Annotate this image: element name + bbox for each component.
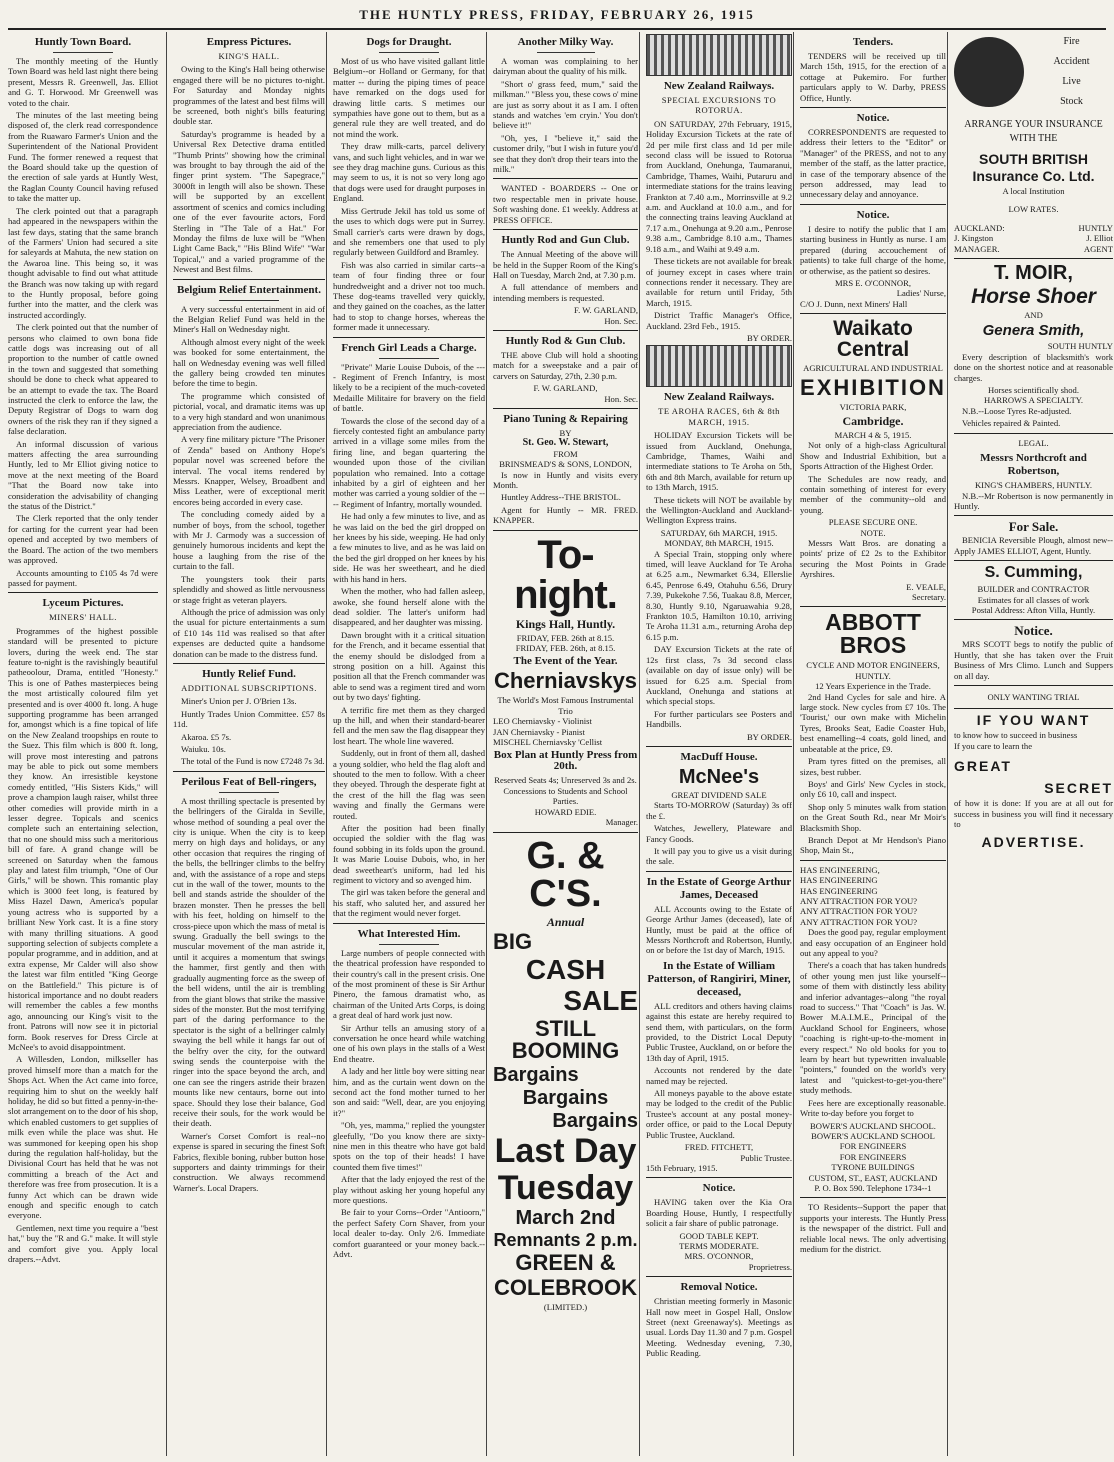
notice-paragraph: District Traffic Manager's Office, Auckland. 23rd Feb., 1915. [646,310,792,331]
article-paragraph: When the mother, who had fallen asleep, awoke, she found herself alone with the dead soldier. The latter's uniform had disappeared, and her daughter was missing. [333,586,485,628]
headline-notice: Notice. [702,1182,736,1195]
divider [53,52,113,53]
signature: F. W. GARLAND, [533,383,598,394]
builder-line: BUILDER and CONTRACTOR [977,584,1090,595]
school-name: BOWER'S AUCKLAND SHCOOL. [810,1120,936,1131]
list-item: Huntly Trades Union Committee. £57 8s 11d. [173,708,325,730]
advertise-label: ADVERTISE. [981,834,1086,851]
engineering-line: HAS ENGINEERING [800,885,878,896]
article-paragraph: The minutes of the last meeting being disposed of, the clerk read correspondence from the Ruawaro Farmer's Union and the Superintendent of the National Provident Fund. The former renewed a request that the Board should take up the question of the erection of sale yards at Huntly West, the Raglan County Council having refused to take the matter up. [8,110,158,204]
article-paragraph: A terrific fire met them as they charged up the hill, and when their standard-bearer fell and the men saw the flag disappear they lost heart. The whole line wavered. [333,704,485,746]
section-separator [646,871,792,872]
article-paragraph: He had only a few minutes to live, and as he was laid on the bed the girl dropped on her knees by his side, weeping. He had only a few minutes to live, and as he was laid on the bed the girl dropped on her knees by his side. He was her sweetheart, and he died with his hand in hers. [333,511,485,584]
notice-paragraph: Watches, Jewellery, Plateware and Fancy Goods. [646,823,792,844]
section-separator [333,923,485,924]
notice-paragraph: Accounts not rendered by the date named may be rejected. [646,1065,792,1086]
headline-bellringers: Perilous Feat of Bell-ringers, [181,775,317,788]
divider [379,944,440,945]
engineering-line: ANY ATTRACTION FOR YOU? [800,906,918,917]
colebrook-label: COLEBROOK [494,1274,637,1300]
signature-title: Hon. Sec. [604,393,638,404]
secret-label: SECRET [1044,780,1113,797]
notice-paragraph: Every description of blacksmith's work done on the shortest notice and at reasonable charges. [954,351,1113,383]
section-separator [800,204,946,205]
advert-paragraph: Warner's Corset Comfort is real--no expense is spared in securing the finest Soft Fabrics, flexible boning, rubber button hose supporters and dainty trimmings for their construction. We always recommend Warner's. Local Drapers. [173,1130,325,1193]
headline-rod-gun-club: Huntly Rod and Gun Club. [501,234,630,247]
cash-label: CASH [525,953,606,985]
article-paragraph: The youngsters took their parts splendidly and showed as little nervousness or stage fright as veteran players. [173,573,325,605]
section-separator [954,560,1113,561]
annual-label: Annual [546,914,585,929]
notice-paragraph: TO Residents--Support the paper that supports your interests. The Huntly Press is the newspaper of the district. Full and reliable local news. The only advertising medium for the district. [800,1202,946,1254]
article-paragraph: A Willesden, London, milkseller has proved himself more than a match for the Shops Act. When the Act came into force, requiring him to shut on the weekly half holiday, he did so but fitted a penny-in-the-slot arrangement on to the door of his shop, which enabled customers to get supplies of milk even while the place was shut. He was summoned for keeping open his shop during the regulation half-holiday, but the Divisional Court has held that he was not committing a breach of the Act and therefore was free from prosecution. It is a funny Act which can be drawn wide enough and specific enough to catch everyone. [8,1054,158,1221]
engineering-line: ANY ATTRACTION FOR YOU? [800,895,918,906]
tuesday: Tuesday [497,1168,634,1207]
article-paragraph: Owing to the King's Hall being otherwise engaged there will be no pictures to-night. For Saturday and Monday nights programmes of the latest and best films will be screened, both night's bills featuring double star. [173,64,325,127]
date-line: SATURDAY, 6th MARCH, 1915. [660,527,778,538]
performer: MISCHEL Cherniavsky 'Cellist [493,737,603,748]
notice-paragraph: Vehicles repaired & Painted. [962,418,1061,429]
section-separator [954,685,1113,686]
article-paragraph: "Private" Marie Louise Dubois, of the ---- Regiment of French Infantry, is most likely to be a recipient of the much-coveted Medaille Militaire for bravery on the field of battle. [333,361,485,414]
notice-paragraph: Pram tyres fitted on the premises, all sizes, best rubber. [800,756,946,777]
notice-paragraph: For further particulars see Posters and Handbills. [646,708,792,730]
section-separator [493,330,638,331]
headline-interested: What Interested Him. [357,927,461,940]
article-paragraph: Programmes of the highest possible standard will be presented to picture lovers, during the week end. The star feature to-night is the ravishingly beautiful patheoolour, Drama, entitled "Honesty." This is one of Pathes masterpieces being the most artistically coloured film yet presented and is over 4000 ft. long. A huge supporting programme has been arranged for, amongst which is a fine topical of life on the New Zealand troopships en route to the Suez. This film which is 800 ft. long, will prove most interesting and patrons may be able to pick out some members they know. An irresistible keystone comedy entitled, "His Sisters Kids," will prove a champion laugh raiser, whilst three other comedies will provide mirth in a lesser degree. Topicals and scenics complete such an entertaining selection, that no one should miss such a meritorious bill of fare. A grand change will be screened on Saturday when the famous play and latest film triumph, "One of Our Girls," will be shown. This romantic play which is 3000 feet long, is featured by Miss Hazel Dawn, America's popular young actress who is supported by a brilliant New York cast. It is a fine story with many thrilling situations. A good supporting selection of subjects complete a popular programme, and in addition, and at extra expense, Mr Calder will also show the latest war film entitled "King George on the Battlefield." This picture is of historical importance and no doubt readers will remember the cables a few months ago, announcing our King's visit to the front. Patrons will now see it in pictorial form. Book reserves for Dress Circle at McNee's to avoid disappointment. [8,625,158,1052]
section-separator [646,746,792,747]
article-paragraph: Suddenly, out in front of them all, dashed a young soldier, who held the flag aloft and shouted to the men to follow. With a cheer they obeyed. Through the desperate fight at the crest of the hill the flag was seen waving and finally the Germans were routed. [333,748,485,821]
notice-paragraph: The Schedules are now ready, and contain something of interest for every member of the community--old and young. [800,473,946,515]
big-label: BIG [493,928,533,954]
horse-shoer: Horse Shoer [971,285,1096,309]
headline-macduff: MacDuff House. [680,750,758,763]
headline-french-girl: French Girl Leads a Charge. [341,341,477,354]
cherniavskys-title: Cherniavskys [493,668,638,694]
article-paragraph: The clerk pointed out that the number of persons who claimed to own bona fide cattle dogs was increasing out of all proportion to the number of cattle owned in the town and suggested that something should be done to check what appeared to be an attempt to evade the tax. The Board instructed the clerk to enforce the law, the Deputy Registrar of Dogs to warn dog owners of the risk they ran if they signed a false declaration. [8,322,158,437]
column-3 [326,32,485,1456]
masthead: THE HUNTLY PRESS, FRIDAY, FEBRUARY 26, 1915 [8,2,1106,30]
headline-belgium: Belgium Relief Entertainment. [177,283,321,296]
subheading: ADDITIONAL SUBSCRIPTIONS. [181,682,317,693]
column-6 [793,32,946,1456]
article-paragraph: Accounts amounting to £105 4s 7d were passed for payment. [8,567,158,588]
legal-address: KING'S CHAMBERS, HUNTLY. [974,480,1093,491]
limited-label: (LIMITED.) [543,1301,588,1312]
train-illustration [646,345,792,387]
section-separator [954,433,1113,434]
insurance-types [1030,32,1113,112]
if-you-want: IF YOU WANT [976,712,1091,729]
box-plan: Box Plan at Huntly Press from 20th. [493,749,638,773]
notice-paragraph: Huntley Address--THE BRISTOL. [501,492,621,503]
agent-city: HUNTLY [1078,222,1113,233]
location: SOUTH HUNTLY [1047,341,1113,352]
insurance-type: Live [1062,76,1081,87]
headline-removal: Removal Notice. [680,1281,758,1294]
section-separator [493,229,638,230]
section-separator [493,530,638,531]
agent-row [954,233,1113,243]
advertise-line: to know how to succeed in business [954,730,1078,741]
insurance-type: Stock [1060,96,1083,107]
notice-paragraph: Agent for Huntly -- MR. FRED. KNAPPER. [493,504,638,526]
section-separator [800,1197,946,1198]
notice-paragraph: Boys' and Girls' New Cycles in stock, only £6 10, call and inspect. [800,778,946,800]
article-paragraph: Sir Arthur tells an amusing story of a conversation he once heard while watching one of his own plays in the stalls of a West End theatre. [333,1022,485,1064]
insurance-co: Insurance Co. Ltd. [972,168,1095,184]
notice-paragraph: These tickets will NOT be available by the Wellington-Auckland and Auckland-Wellington Express trains. [646,494,792,526]
venue: VICTORIA PARK, [839,401,907,412]
notice-paragraph: HAVING taken over the Kia Ora Boarding House, Huntly, I respectfully solicit a fair share of public patronage. [646,1197,792,1229]
headline-dogs: Dogs for Draught. [366,36,452,48]
article-paragraph: Large numbers of people connected with the theatrical profession have responded to their country's call in the present crisis. One of the most prominent of these is Sir Arthur Pinero, the famous dramatist who, as chairman of the United Arts Corps, is doing a great deal of hard work just now. [333,947,485,1021]
low-rates: LOW RATES. [1008,204,1059,215]
headline-empress: Empress Pictures. [206,36,292,48]
by-order: BY ORDER. [746,731,792,742]
article-paragraph: Miss Gertrude Jekil has told us some of the uses to which dogs were put in Surrey. Small carrier's carts were drawn by dogs, and she remembers one that used to ply regularly between Guildford and Bramley. [333,205,485,258]
notice-line: TERMS MODERATE. [679,1240,759,1251]
column-1 [8,32,158,1456]
notice-paragraph: Is now in Huntly and visits every Month. [493,469,638,490]
piano-tuner-name: St. Geo. W. Stewart, [522,437,609,449]
notice-paragraph: 2nd Hand Cycles for sale and hire. A large stock. New cycles from £7 10s. The 'Tourist,' our own make with Michelin Tyres, Brooks Seat, Eadie Coaster Hub, best enamelling--4 coats, gold lined, and unbeatable at the price, £9. [800,691,946,754]
local-institution: A local Institution [1002,186,1065,196]
headline-rod-gun-club-2: Huntly Rod & Gun Club. [505,334,626,347]
notice-paragraph: ALL Accounts owing to the Estate of George Arthur James (deceased), late of Huntly, must be paid at the office of Messrs Northcroft and Robertson, Huntly, on or before the 1st day of March, 1915. [646,903,792,956]
performer: JAN Cherniavsky - Pianist [493,726,585,737]
subheading: TE AROHA RACES, 6th & 8th MARCH, 1915. [658,406,780,427]
waikato-title: Waikato Central [833,317,913,362]
article-paragraph: Towards the close of the second day of a fiercely contested fight an ambulance party arrived in a village some miles from the firing line, and began quartering the wounded upon those of the civilian population who remained. Into a cottage inhabited by a girl of eighteen and her mother was carried a young soldier of the ---- Regiment of Infantry, mortally wounded. [333,415,485,509]
article-paragraph: The monthly meeting of the Huntly Town Board was held last night there being present, Messrs R. Greenwell, Jas. Elliot and G. T. Horwood. Mr Greenwell was voted to the chair. [8,56,158,108]
article-paragraph: An informal discussion of various matters affecting the area surrounding Huntly, led to Mr Elliot giving notice to move at the next meeting of the Board "That the Board now take into consideration the advisability of changing the status of the District." [8,438,158,512]
tonight-banner: To-night. [514,532,617,617]
article-paragraph: The girl was taken before the general and his staff, who saluted her, and assured her that the regiment would never forget. [333,887,485,919]
still-booming: STILL BOOMING [511,1015,620,1063]
manager-title: Manager. [605,817,638,828]
south-british: SOUTH BRITISH [979,151,1088,167]
date-line: MONDAY, 8th MARCH, 1915. [664,538,774,549]
train-illustration [646,34,792,76]
article-paragraph: After that the lady enjoyed the rest of the play without asking her young hopeful any more questions. [333,1174,485,1206]
green-label: GREEN & [515,1249,616,1275]
classified-ad: WANTED - BOARDERS -- One or two respectable men in private house. Soft washing done. £1 weekly. Address at PRESS OFFICE. [493,183,638,225]
estimates-line: Estimates for all classes of work [977,594,1090,605]
piano-by: BY [559,427,572,438]
dates: MARCH 4 & 5, 1915. [834,429,912,440]
notice-paragraph: I desire to notify the public that I am starting business in Huntly as nurse. I am prepared (during accouchement of patients) to take full charge of the home, or otherwise, as the patient so desires. [800,223,946,276]
article-paragraph: Dawn brought with it a critical situation for the French, and it became essential that the enemy should be dislodged from a strong position on a hill. Against this position all that the French commander was able to send was a regiment tired and worn out by two days' fighting. [333,629,485,703]
agent-row [954,223,1113,233]
headline-estate-patterson: In the Estate of William Patterson, of Rangiriri, Miner, deceased, [647,959,791,998]
list-item: Akaroa. £5 7s. [181,731,232,742]
headline-for-sale: For Sale. [1008,519,1059,535]
divider [219,300,280,301]
moir-title: T. MOIR, [994,262,1073,285]
notice-paragraph: N.B.--Mr Robertson is now permanently in Huntly. [954,490,1113,511]
divider [537,52,595,53]
notice-paragraph: DAY Excursion Tickets at the rate of 12s first class, 7s 3d second class (available on day of issue only) will be issued for 6.25 a.m. Special from Auckland, Onehunga and stations at which special stops. [646,644,792,707]
signature-title: Ladies' Nurse, [896,288,946,299]
signature: MRS E. O'CONNOR, [834,277,912,288]
list-item: The total of the Fund is now £7248 7s 3d. [181,756,325,767]
signature: FRED. FITCHETT, [684,1142,754,1153]
sale-label: SALE [563,984,638,1016]
notice-paragraph: Does the good pay, regular employment and easy occupation of an Engineer hold out any appeal to you? [800,927,946,958]
school-line: FOR ENGINEERS [839,1141,907,1152]
trio-description: The World's Most Famous Instrumental Trio [497,695,634,716]
exhibition-subtitle: AGRICULTURAL AND INDUSTRIAL [803,363,943,374]
engineering-line: HAS ENGINEERING, [800,864,880,875]
secure-line: PLEASE SECURE ONE. [828,517,918,528]
event-line: The Event of the Year. [513,655,618,668]
section-separator [493,832,638,833]
agent-role: AGENT [1083,243,1113,254]
headline-notice: Notice. [856,112,890,125]
school-address: CUSTOM, ST., EAST, AUCKLAND [808,1172,938,1183]
article-paragraph: "Oh, yes, mamma," replied the youngster gleefully, "Do you know there are sixty-nine men in this theatre who have got bald spots on the top of their heads! I have counted them five times!" [333,1120,485,1172]
section-separator [954,515,1113,516]
section-separator [954,619,1113,620]
notice-paragraph: The Annual Meeting of the above will be held in the Supper Room of the King's Hall on Tuesday, March 2nd, at 7.30 p.m. [493,249,638,280]
engineering-line: ANY ATTRACTION FOR YOU? [800,916,918,927]
notice-paragraph: Starts TO-MORROW (Saturday) 3s off the £. [646,800,792,821]
notice-paragraph: All moneys payable to the above estate may be lodged to the credit of the Public Trustee's account at any postal money-order office, or paid to the Local Deputy Public Trustee, Auckland. [646,1088,792,1140]
arrange-line: ARRANGE YOUR INSURANCE WITH THE [964,119,1103,144]
agent-city: AUCKLAND: [954,222,1005,233]
section-separator [646,1177,792,1178]
article-paragraph: "Short o' grass feed, mum," said the milkman." "Bless you, these cows o' mine are just as sorry about it as I am. I often stands and watches 'em cryin.' You don't believe it!" [493,78,638,131]
article-paragraph: Saturday's programme is headed by a Universal Rex Detective drama entitled "Thumb Prints" showing how the criminal was brought to bay through the aid of the finger print system. "The Sapegrace," 3000ft in length will also be shown. These will be supported by an excellent assortment of scenics and comics including one of the ever favourite actors, Ford Sterling in "The Tale of a Hat." For Monday the films de luxe will be "When Light Came Back," "His Blind Wife" "War Topical," and a varied programme of the Newest and Best films. [173,128,325,275]
bargains-3: Bargains [552,1109,638,1132]
notice-paragraph: HOLIDAY Excursion Tickets will be issued from Auckland, Onehunga, Cambridge, Thames, Waihi and intermediate stations to Te Aroha on 5th, 6th and 8th March, available for return up to 13th March, 1915. [646,430,792,493]
section-separator [954,708,1113,709]
date-line: FRIDAY, FEB. 26th at 8.15. [516,632,615,643]
article-paragraph: A lady and her little boy were sitting near him, and as the curtain went down on the second act the fond mother turned to her son and said: "Well, dear, are you enjoying it?" [333,1066,485,1118]
section-separator [493,178,638,179]
notice-paragraph: MRS SCOTT begs to notify the public of Huntly, that she has taken over the Fruit Business of Mrs Climo. Lunch and Suppers on all day. [954,639,1113,681]
subheading: SPECIAL EXCURSIONS TO ROTORUA. [661,95,777,116]
march-2nd: March 2nd [515,1206,616,1229]
notice-paragraph: There's a coach that has taken hundreds of other young men just like yourself--some of them with distinctly less ability and inferior advantages--along "the royal road to success." That "Coach" is Jas. W. Bower M.A.I.M.E., Principal of the Auckland School for Engineers, whose "coaching is right-up-to-the-moment in every respect." No old books for you to learn by heart but typewritten invaluable "pointers," founded on the world's very latest and "quickest-to-get-you-there" study methods. [800,960,946,1096]
notice-paragraph: BENICIA Reversible Plough, almost new--Apply JAMES ELLIOT, Agent, Huntly. [954,535,1113,556]
signature-address: C/O J. Dunn, next Miners' Hall [800,298,908,309]
insurance-type: Accident [1053,56,1090,67]
headline-lyceum: Lyceum Pictures. [42,597,124,610]
article-paragraph: Although the price of admission was only the usual for picture entertainments a sum of £10 14s 11d was realised so that after expenses are deducted quite a handsome donation can be made to the distress fund. [173,606,325,659]
section-separator [173,771,325,772]
notice-line: MRS. O'CONNOR, [684,1251,754,1262]
section-separator [173,663,325,664]
section-separator [333,337,485,338]
last-day: Last Day [494,1131,637,1170]
notice-paragraph: A Special Train, stopping only where timed, will leave Auckland for Te Aroha at 6.25 a.m., Newmarket 6.34, Ellerslie 6.45, Penrose 6.49, Otahuhu 6.56, Drury 7.39, Pukekohe 7.56, Tuakau 8.8, Mercer, 8.30, Huntly 9.10, Ngaruawahia 9.28, Frankton 10.5, Hamilton 10.10, arriving Te Aroha 11.31 a.m., returning Aroha dep 6.15 p.m. [646,548,792,642]
harrows: HARROWS A SPECIALTY. [983,395,1084,406]
headline-piano: Piano Tuning & Repairing [503,412,628,425]
list-item: Waiuku. 10s. [181,743,226,754]
advert-paragraph: Be fair to your Corns--Order "Antioorn," the perfect Safety Corn Shaver, from your local dealer to-day. Only 2/6. Immediate comfort guaranteed or your money back.--Advt. [333,1207,485,1260]
only-wanting-trial: ONLY WANTING TRIAL [987,691,1080,702]
divider [219,792,280,793]
by-order: BY ORDER. [746,332,792,343]
column-5 [639,32,792,1456]
performer: LEO Cherniavsky - Violinist [493,716,592,727]
remnants: Remnants 2 p.m. [493,1229,638,1250]
cumming-title: S. Cumming, [984,564,1083,582]
section-separator [8,592,158,593]
school-address: TYRONE BUILDINGS [831,1162,915,1173]
insurance-type: Fire [1063,36,1080,47]
gc-banner: G. & C'S. [526,834,605,915]
article-paragraph: The Clerk reported that the only tender for carting for the current year had been opened and accepted by two members of the Board. The action of the two members was approved. [8,513,158,566]
notice-paragraph: Messrs Watt Bros. are donating a points' prize of £2 2s to the Exhibitor securing the Most Points in Grade Ayrshires. [800,538,946,580]
headline-milky-way: Another Milky Way. [517,36,614,48]
signature-date: 15th February, 1915. [646,1162,718,1173]
legal-label: LEGAL. [1018,437,1049,448]
signature: E. VEALE, [906,581,946,592]
date-line: FRIDAY, FEB. 26th, at 8.15. [515,643,616,654]
and-label: AND [1024,310,1043,321]
agent-name: J. Elliot [1086,233,1113,244]
headline-railways: New Zealand Railways. [663,80,775,92]
bargains-1: Bargains [493,1063,579,1086]
advert-paragraph: Gentlemen, next time you require a "best hat," buy the "R and G." make. It will style and comfort give you. Apply local drapers.--Advt. [8,1222,158,1265]
section-separator [800,107,946,108]
great-label: GREAT [954,758,1012,775]
article-paragraph: Fish was also carried in similar carts--a team of four finding three or four hundredweight and a driver not too much. These dog-teams travelled very quickly, and they gained on the coaches, as the latter had to stop to change horses, whereas the former made it unnecessary. [333,259,485,333]
column-4 [486,32,638,1456]
abbott-subtitle: CYCLE AND MOTOR ENGINEERS, HUNTLY. [806,660,940,681]
section-separator [493,408,638,409]
headline-estate-james: In the Estate of George Arthur James, Deceased [646,875,792,901]
postal-address: Postal Address: Afton Villa, Huntly. [971,604,1096,615]
notice-line: Proprietress. [748,1261,792,1272]
section-separator [800,860,946,861]
list-item: Miner's Union per J. O'Brien 13s. [181,696,297,707]
notice-line: GOOD TABLE KEPT. [679,1230,759,1241]
note-label: NOTE. [860,527,886,538]
agent-name: J. Kingston [954,233,994,244]
piano-firm: BRINSMEAD'S & SONS, LONDON, [499,459,632,470]
notice-line: Horses scientifically shod. [988,385,1079,396]
signature: F. W. GARLAND, [573,305,638,316]
mcnees-title: McNee's [678,765,760,788]
section-separator [646,1276,792,1277]
signature-title: Hon. Sec. [604,315,638,326]
headline-notice-2: Notice. [856,208,890,221]
divider [379,358,440,359]
venue: Kings Hall, Huntly. [515,616,616,631]
seat-prices: Reserved Seats 4s; Unreserved 3s and 2s. Concessions to Students and School Parties. [494,775,637,807]
article-paragraph: The clerk pointed out that a paragraph had appeared in the newspapers within the last few days, stating that the same branch of the Farmers' Union had secured a site for saleyards at Mahuta, the new station on the Awaroa line. This being so, it was thought advisable to find out what attitude the Branch was now taking up with regard to the Huntly proposal, before going further into the matter, and the clerk was instructed accordingly. [8,205,158,320]
section-separator [800,313,946,314]
notice-paragraph: THE above Club will hold a shooting match for a sweepstake and a pair of carvers on Saturday, 27th, 2.30 p.m. [493,349,638,381]
experience-line: 12 Years Experience in the Trade. [815,681,931,692]
abbott-title: ABBOTT BROS [825,609,921,659]
school-address: P. O. Box 590. Telephone 1734--1 [814,1182,932,1193]
school-name: BOWER'S AUCKLAND SCHOOL [811,1130,935,1141]
school-line: FOR ENGINEERS [839,1151,907,1162]
newspaper-page [8,32,1113,1456]
article-paragraph: They draw milk-carts, parcel delivery vans, and such light vehicles, and in war we see they drag machine guns. Curious as this may seem to us, it is not so very long ago that dogs were used for draught purposes in England. [333,141,485,204]
agent-role: MANAGER. [954,243,1000,254]
notice-paragraph: These tickets are not available for break of journey except in cases where train connections render it necessary. They are available for return until Friday, 5th March, 1915. [646,256,792,308]
article-paragraph: A most thrilling spectacle is presented by the bellringers of the Giralda in Seville, whose method of sounding a peal over the city is unique. When the city is to keep merry on high days and holidays, or any other occasion that requires the ringing of the bells, the bellringer climbs to the belfry and, with the assistance of a rope and steps cut in the wall of the tower, mounts to the bell and stands astride the shoulder of the brazen monster. Then he presses the bell with his feet, holding on himself to the cross-piece upon which the mass of metal is swung. Gradually the bell swings to the muscular movement of the man astride it, until it acquires a momentum that swings the hammer, first gently and then with gradually augmenting force as the sweep of the bell widens, until the air is trembling from the giant blows that strike the massive sides of the monster. But the most terrifying part of the daring performance to the spectator is the sight of a bellringer calmly swaying the bell while it hangs far out of the belfry over the city, for the outward swing sends the counterpoise with the ringer into the space beyond the arch, and one can see the ringers astride their brazen mounts like new centaurs, borne out into space. Should they lose their balance, God receive their souls, for the work would be their death. [173,795,325,1129]
notice-paragraph: ON SATURDAY, 27th February, 1915, Holiday Excursion Tickets at the rate of 2d per mile first class and 1d per mile second class will be issued to Rotorua from Auckland, Onehunga, Taumaranui, Cambridge, Thames, Waihi, Putaruru and intermediate stations for the trains leaving Frankton at 7.40 a.m., Morrinsville at 9.2 a.m. and Auckland at 10.0 a.m., and for the connecting trains leaving Auckland at 7.17 a.m., Onehunga at 9.20 a.m., Penrose 9.38 a.m., Cambridge 8.10 a.m., Thames 9.18 a.m., and Waihi at 9.49 a.m. [646,118,792,254]
headline-town-board: Huntly Town Board. [34,36,132,48]
column-7 [947,32,1113,1456]
manager-name: HOWARD EDIE. [534,806,597,817]
agent-row [954,244,1113,254]
section-separator [173,279,325,280]
section-separator [800,606,946,607]
article-paragraph: Most of us who have visited gallant little Belgium--or Holland or Germany, for that matter -- during the piping times of peace have remarked on the dogs used for drawing little carts. S metimes our sympathies have gone out to them, but as a general rule they are well treated, and do not mind the work. [333,56,485,139]
headline-tenders: Tenders. [852,36,894,48]
notice-paragraph: N.B.--Loose Tyres Re-adjusted. [962,405,1072,416]
advertise-line: of how it is done: If you are at all out for success in business you will find it necessary to [954,798,1113,829]
signature-title: Secretary. [911,592,946,603]
article-paragraph: The concluding comedy aided by a number of boys, from the school, together with Mr J. Carmody was a succession of genuinely humorous incidents and kept the house a laughing from the rise of the curtain to the fall. [173,509,325,572]
subheading: MINERS' HALL. [49,612,117,623]
advertise-line: If you care to learn the [954,740,1033,751]
notice-paragraph: Fees here are exceptionally reasonable. Write to-day before you forget to [800,1097,946,1119]
article-paragraph: A very fine military picture "The Prisoner of Zenda" based on Anthony Hope's popular novel was screened before the interval. The vocal items rendered by Messrs. Knapper, Welsey, Broadbent and Miss Leather, were of exceptional merit encores being accorded in every case. [173,434,325,507]
exhibition-title: EXHIBITION [800,374,946,400]
engineering-line: HAS ENGINEERING [800,875,878,886]
notice-paragraph: A full attendance of members and intending members is requested. [493,282,638,303]
article-paragraph: A woman was complaining to her dairyman about the quality of his milk. [493,56,638,77]
town: Cambridge. [842,413,904,428]
sale-title: GREAT DIVIDEND SALE [671,789,767,800]
notice-paragraph: ALL creditors and others having claims against this estate are hereby required to send them, with particulars, on the form provided, to the District Local Deputy Public Trustee, Auckland, on or before the 13th day of April, 1915. [646,1000,792,1063]
divider [379,52,440,53]
headline-notice: Notice. [1014,623,1053,639]
article-paragraph: After the position had been finally occupied the soldier with the flag was found sobbing in its folds upon the ground. It was Marie Louise Dubois, who, in her dead sweetheart's uniform, had led his regiment to victory and so avenged him. [333,823,485,886]
lion-emblem-icon [954,37,1024,107]
notice-paragraph: CORRESPONDENTS are requested to address their letters to the "Editor" or "Manager" of the PRESS, and not to any member of the staff, as the latter practice, in case of the temporary absence of the person addressed, may lead to unnecessary delay and annoyance. [800,127,946,200]
signature-title: Public Trustee. [740,1152,792,1163]
article-paragraph: A very successful entertainment in aid of the Belgian Relief Fund was held in the Miner's Hall on Wednesday night. [173,303,325,335]
notice-paragraph: It will pay you to give us a visit during the sale. [646,845,792,867]
notice-paragraph: Branch Depot at Mr Hendson's Piano Shop, Main St., [800,834,946,856]
notice-paragraph: Shop only 5 minutes walk from station on the Great South Rd., near Mr Moir's Blacksmith Shop. [800,801,946,833]
notice-paragraph: Not only of a high-class Agricultural Show and Industrial Exhibition, but a Sports Attraction of the Highest Order. [800,440,946,472]
bargains-2: Bargains [522,1086,609,1109]
subheading: KING'S HALL. [218,51,280,61]
headline-railways-2: New Zealand Railways. [663,391,775,404]
notice-paragraph: Christian meeting formerly in Masonic Hall now meet in Gospel Hall, Onslow Street (next Greenaway's). Meetings as usual. Lords Day 11.30 and 7 p.m. Gospel Meeting. Wednesday evening, 7.30, Public Reading. [646,1296,792,1359]
general-smith: Genera Smith, [982,322,1085,340]
article-paragraph: Although almost every night of the week was booked for some entertainment, the hall on Wednesday evening was well filled the gallery being crowded ten minutes before the time to begin. [173,336,325,389]
section-separator [954,258,1113,259]
column-2 [166,32,325,1456]
article-paragraph: The programme which consisted of pictorial, vocal, and dramatic items was up to a very high standard and won unanimous appreciation from the audience. [173,390,325,432]
legal-firm: Messrs Northcroft and Robertson, [980,452,1087,478]
notice-paragraph: TENDERS will be received up till March 15th, 1915, for the erection of a cottage at Pukemiro. For further particulars apply to W. Darby, PRESS Office, Huntly. [800,51,946,103]
insurance-header [954,32,1113,112]
article-paragraph: "Oh, yes, I "believe it," said the customer drily, "but I wish in future you'd see that they don't drop their tears into the milk." [493,132,638,175]
piano-from: FROM [553,448,578,459]
headline-relief-fund: Huntly Relief Fund. [202,667,296,680]
